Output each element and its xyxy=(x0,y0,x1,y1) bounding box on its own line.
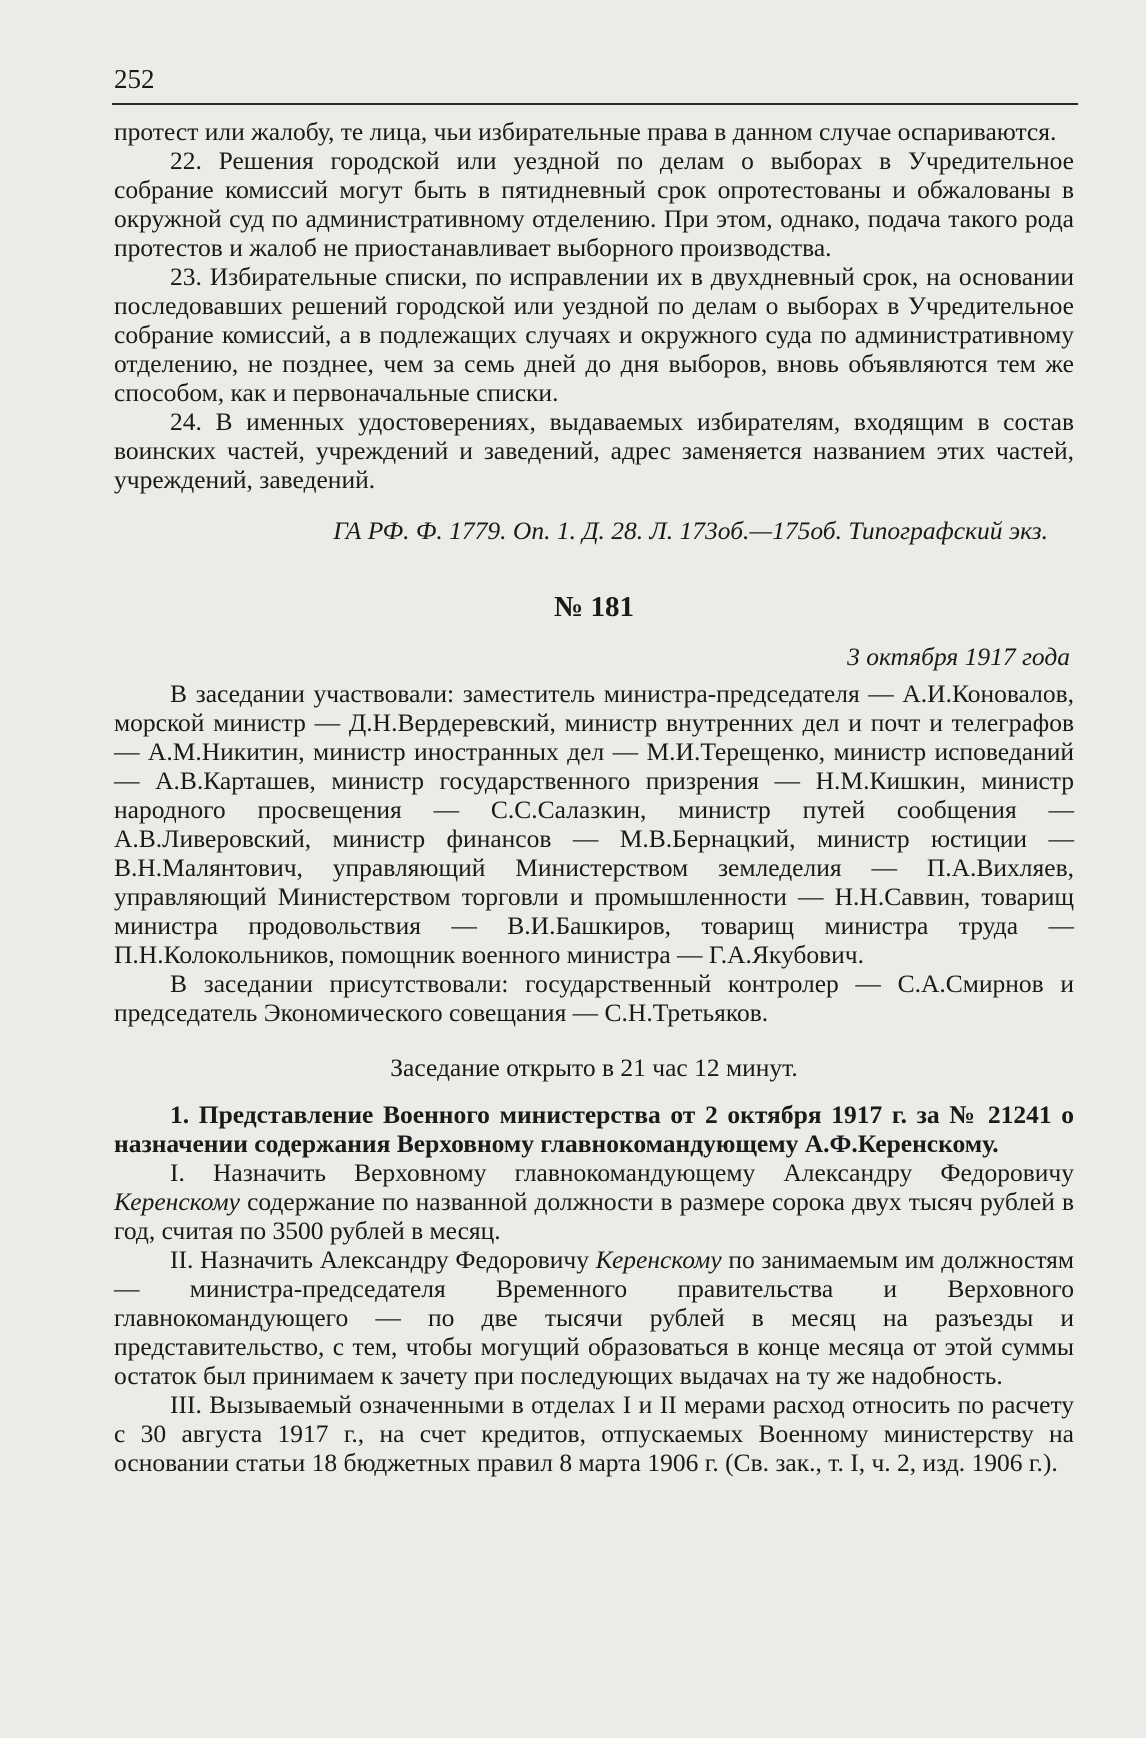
attendees-paragraph: В заседании присутствовали: государственный контролер — С.А.Смирнов и председатель Экономического совещания — С.Н.Третьяков. xyxy=(114,969,1074,1027)
paragraph-22: 22. Решения городской или уездной по делам о выборах в Учредительное собрание комиссий могут быть в пятидневный срок опротестованы и обжалованы в окружной суд по административному отделению. При этом, однако, подача такого рода протестов и жалоб не приостанавливает выборного производства. xyxy=(114,146,1074,262)
document-page xyxy=(100,52,1078,1477)
point-2-text-a: II. Назначить Александру Федоровичу xyxy=(170,1245,596,1274)
document-body xyxy=(114,117,1074,1477)
document-date: 3 октября 1917 года xyxy=(847,642,1070,671)
paragraph-23: 23. Избирательные списки, по исправлении их в двухдневный срок, на основании последовавших решений городской или уездной по делам о выборах в Учредительное собрание комиссий, а в подлежащих случаях и окружного суда по административному отделению, не позднее, чем за семь дней до дня выборов, вновь объявляются тем же способом, как и первоначальные списки. xyxy=(114,262,1074,407)
point-1-text-b: содержание по названной должности в размере сорока двух тысяч рублей в год, считая по 3500 рублей в месяц. xyxy=(114,1187,1074,1245)
session-opened: Заседание открыто в 21 час 12 минут. xyxy=(390,1053,798,1082)
item-1-point-1 xyxy=(114,1158,1074,1245)
header-divider xyxy=(112,103,1078,105)
participants-paragraph: В заседании участвовали: заместитель министра-председателя — А.И.Коновалов, морской министр — Д.Н.Вердеревский, министр внутренних дел и почт и телеграфов — А.М.Никитин, министр иностранных дел — М.И.Терещенко, министр исповеданий — А.В.Карташев, министр государственного призрения — Н.М.Кишкин, министр народного просвещения — С.С.Салазкин, министр путей сообщения — А.В.Ливеровский, министр финансов — М.В.Бернацкий, министр юстиции — В.Н.Малянтович, управляющий Министерством земледелия — П.А.Вихляев, управляющий Министерством торговли и промышленности — Н.Н.Саввин, товарищ министра продовольствия — В.И.Башкиров, товарищ министра труда — П.Н.Колокольников, помощник военного министра — Г.А.Якубович. xyxy=(114,679,1074,969)
point-2-text-b: по занимаемым им должностям — министра-председателя Временного правительства и Верховного главнокомандующего — по две тысячи рублей в месяц на разъезды и представительство, с тем, чтобы могущий образоваться в конце месяца от этой суммы остаток был принимаем к зачету при последующих выдачах на ту же надобность. xyxy=(114,1245,1074,1390)
item-1-point-3: III. Вызываемый означенными в отделах I и II мерами расход относить по расчету с 30 августа 1917 г., на счет кредитов, отпускаемых Военному министерству на основании статьи 18 бюджетных правил 8 марта 1906 г. (Св. зак., т. I, ч. 2, изд. 1906 г.). xyxy=(114,1390,1074,1477)
page-number: 252 xyxy=(114,64,155,94)
item-1-title: 1. Представление Военного министерства от 2 октября 1917 г. за № 21241 о назначении содержания Верховному главнокомандующему А.Ф.Керенскому. xyxy=(114,1100,1074,1158)
point-1-surname: Керенскому xyxy=(114,1187,240,1216)
paragraph-24: 24. В именных удостоверениях, выдаваемых избирателям, входящим в состав воинских частей, учреждений и заведений, адрес заменяется названием этих частей, учреждений, заведений. xyxy=(114,407,1074,494)
archive-source: ГА РФ. Ф. 1779. Оп. 1. Д. 28. Л. 173об.—175об. Типографский экз. xyxy=(333,516,1048,545)
item-1-point-2 xyxy=(114,1245,1074,1390)
paragraph-continuation: протест или жалобу, те лица, чьи избирательные права в данном случае оспариваются. xyxy=(114,117,1057,146)
point-1-text-a: I. Назначить Верховному главнокомандующему Александру Федоровичу xyxy=(170,1158,1074,1187)
document-number: № 181 xyxy=(554,591,634,623)
point-2-surname: Керенскому xyxy=(595,1245,722,1274)
